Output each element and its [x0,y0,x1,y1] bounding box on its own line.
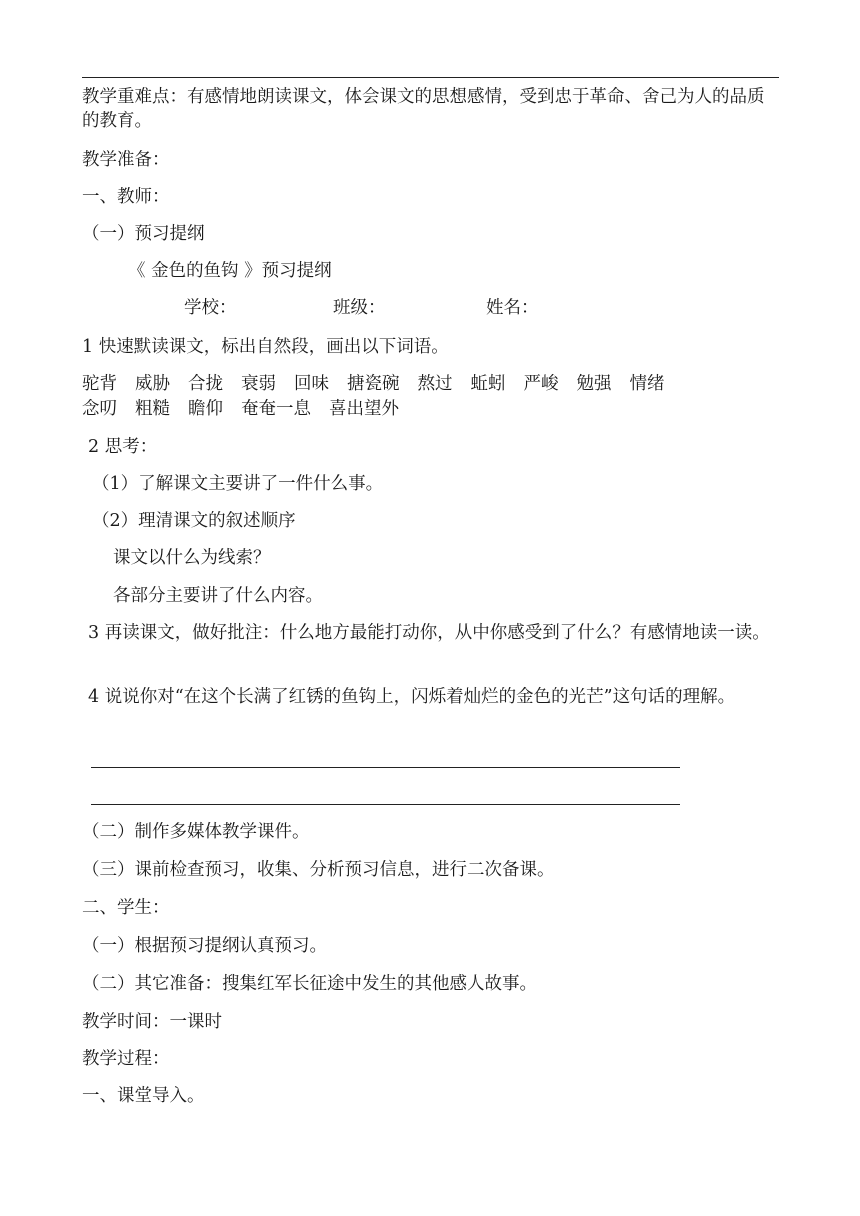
vocab-word: 驼背 [82,374,117,394]
top-rule [82,77,779,78]
student-item-2: （二）其它准备：搜集红军长征途中发生的其他感人故事。 [82,974,537,994]
vocab-word: 衰弱 [241,374,276,394]
question-1: 1 快速默读课文，标出自然段，画出以下词语。 [82,337,449,357]
vocab-word: 合拢 [188,374,223,394]
vocab-word: 喜出望外 [329,399,399,419]
student-item-1: （一）根据预习提纲认真预习。 [82,936,327,956]
vocab-word: 熬过 [417,374,453,394]
question-2-2: （2）理清课文的叙述顺序 [92,511,296,531]
question-2-1: （1）了解课文主要讲了一件什么事。 [92,474,384,494]
teacher-item-2: （二）制作多媒体教学课件。 [82,822,310,842]
outline-title: 《 金色的鱼钩 》预习提纲 [128,261,332,281]
vocab-word: 回味 [294,374,329,394]
teaching-time: 教学时间：一课时 [82,1012,222,1032]
vocab-row-2 [82,397,417,421]
answer-line [91,767,680,768]
teacher-item-3: （三）课前检查预习，收集、分析预习信息，进行二次备课。 [82,860,555,880]
vocab-word: 奄奄一息 [241,399,311,419]
teaching-difficulty: 教学重难点：有感情地朗读课文，体会课文的思想感情，受到忠于革命、舍己为人的品质的教育。 [82,87,765,131]
classroom-intro: 一、课堂导入。 [82,1086,205,1106]
question-4: 4 说说你对“在这个长满了红锈的鱼钩上，闪烁着灿烂的金色的光芒”这句话的理解。 [88,687,736,707]
vocab-word: 情绪 [629,374,665,394]
school-field-label: 学校： [184,298,237,318]
preparation-heading: 教学准备： [82,150,170,170]
student-heading: 二、学生： [82,898,170,918]
vocab-word: 搪瓷碗 [347,374,400,394]
question-2-2b: 各部分主要讲了什么内容。 [113,586,323,606]
vocab-word: 蚯蚓 [470,374,506,394]
question-3: 3 再读课文，做好批注：什么地方最能打动你，从中你感受到了什么？有感情地读一读。 [88,623,770,643]
teaching-process-heading: 教学过程： [82,1049,170,1069]
teacher-heading: 一、教师： [82,187,170,207]
question-2: 2 思考： [88,437,158,457]
name-field-label: 姓名： [486,298,539,318]
vocab-word: 勉强 [576,374,612,394]
answer-line [91,804,680,805]
vocab-row-1 [82,372,665,396]
preview-outline-heading: （一）预习提纲 [82,224,205,244]
vocab-word: 念叨 [82,399,117,419]
question-2-2a: 课文以什么为线索？ [113,548,271,568]
vocab-word: 威胁 [135,374,170,394]
vocab-word: 瞻仰 [188,399,223,419]
vocab-word: 粗糙 [135,399,170,419]
class-field-label: 班级： [333,298,386,318]
vocab-word: 严峻 [523,374,559,394]
